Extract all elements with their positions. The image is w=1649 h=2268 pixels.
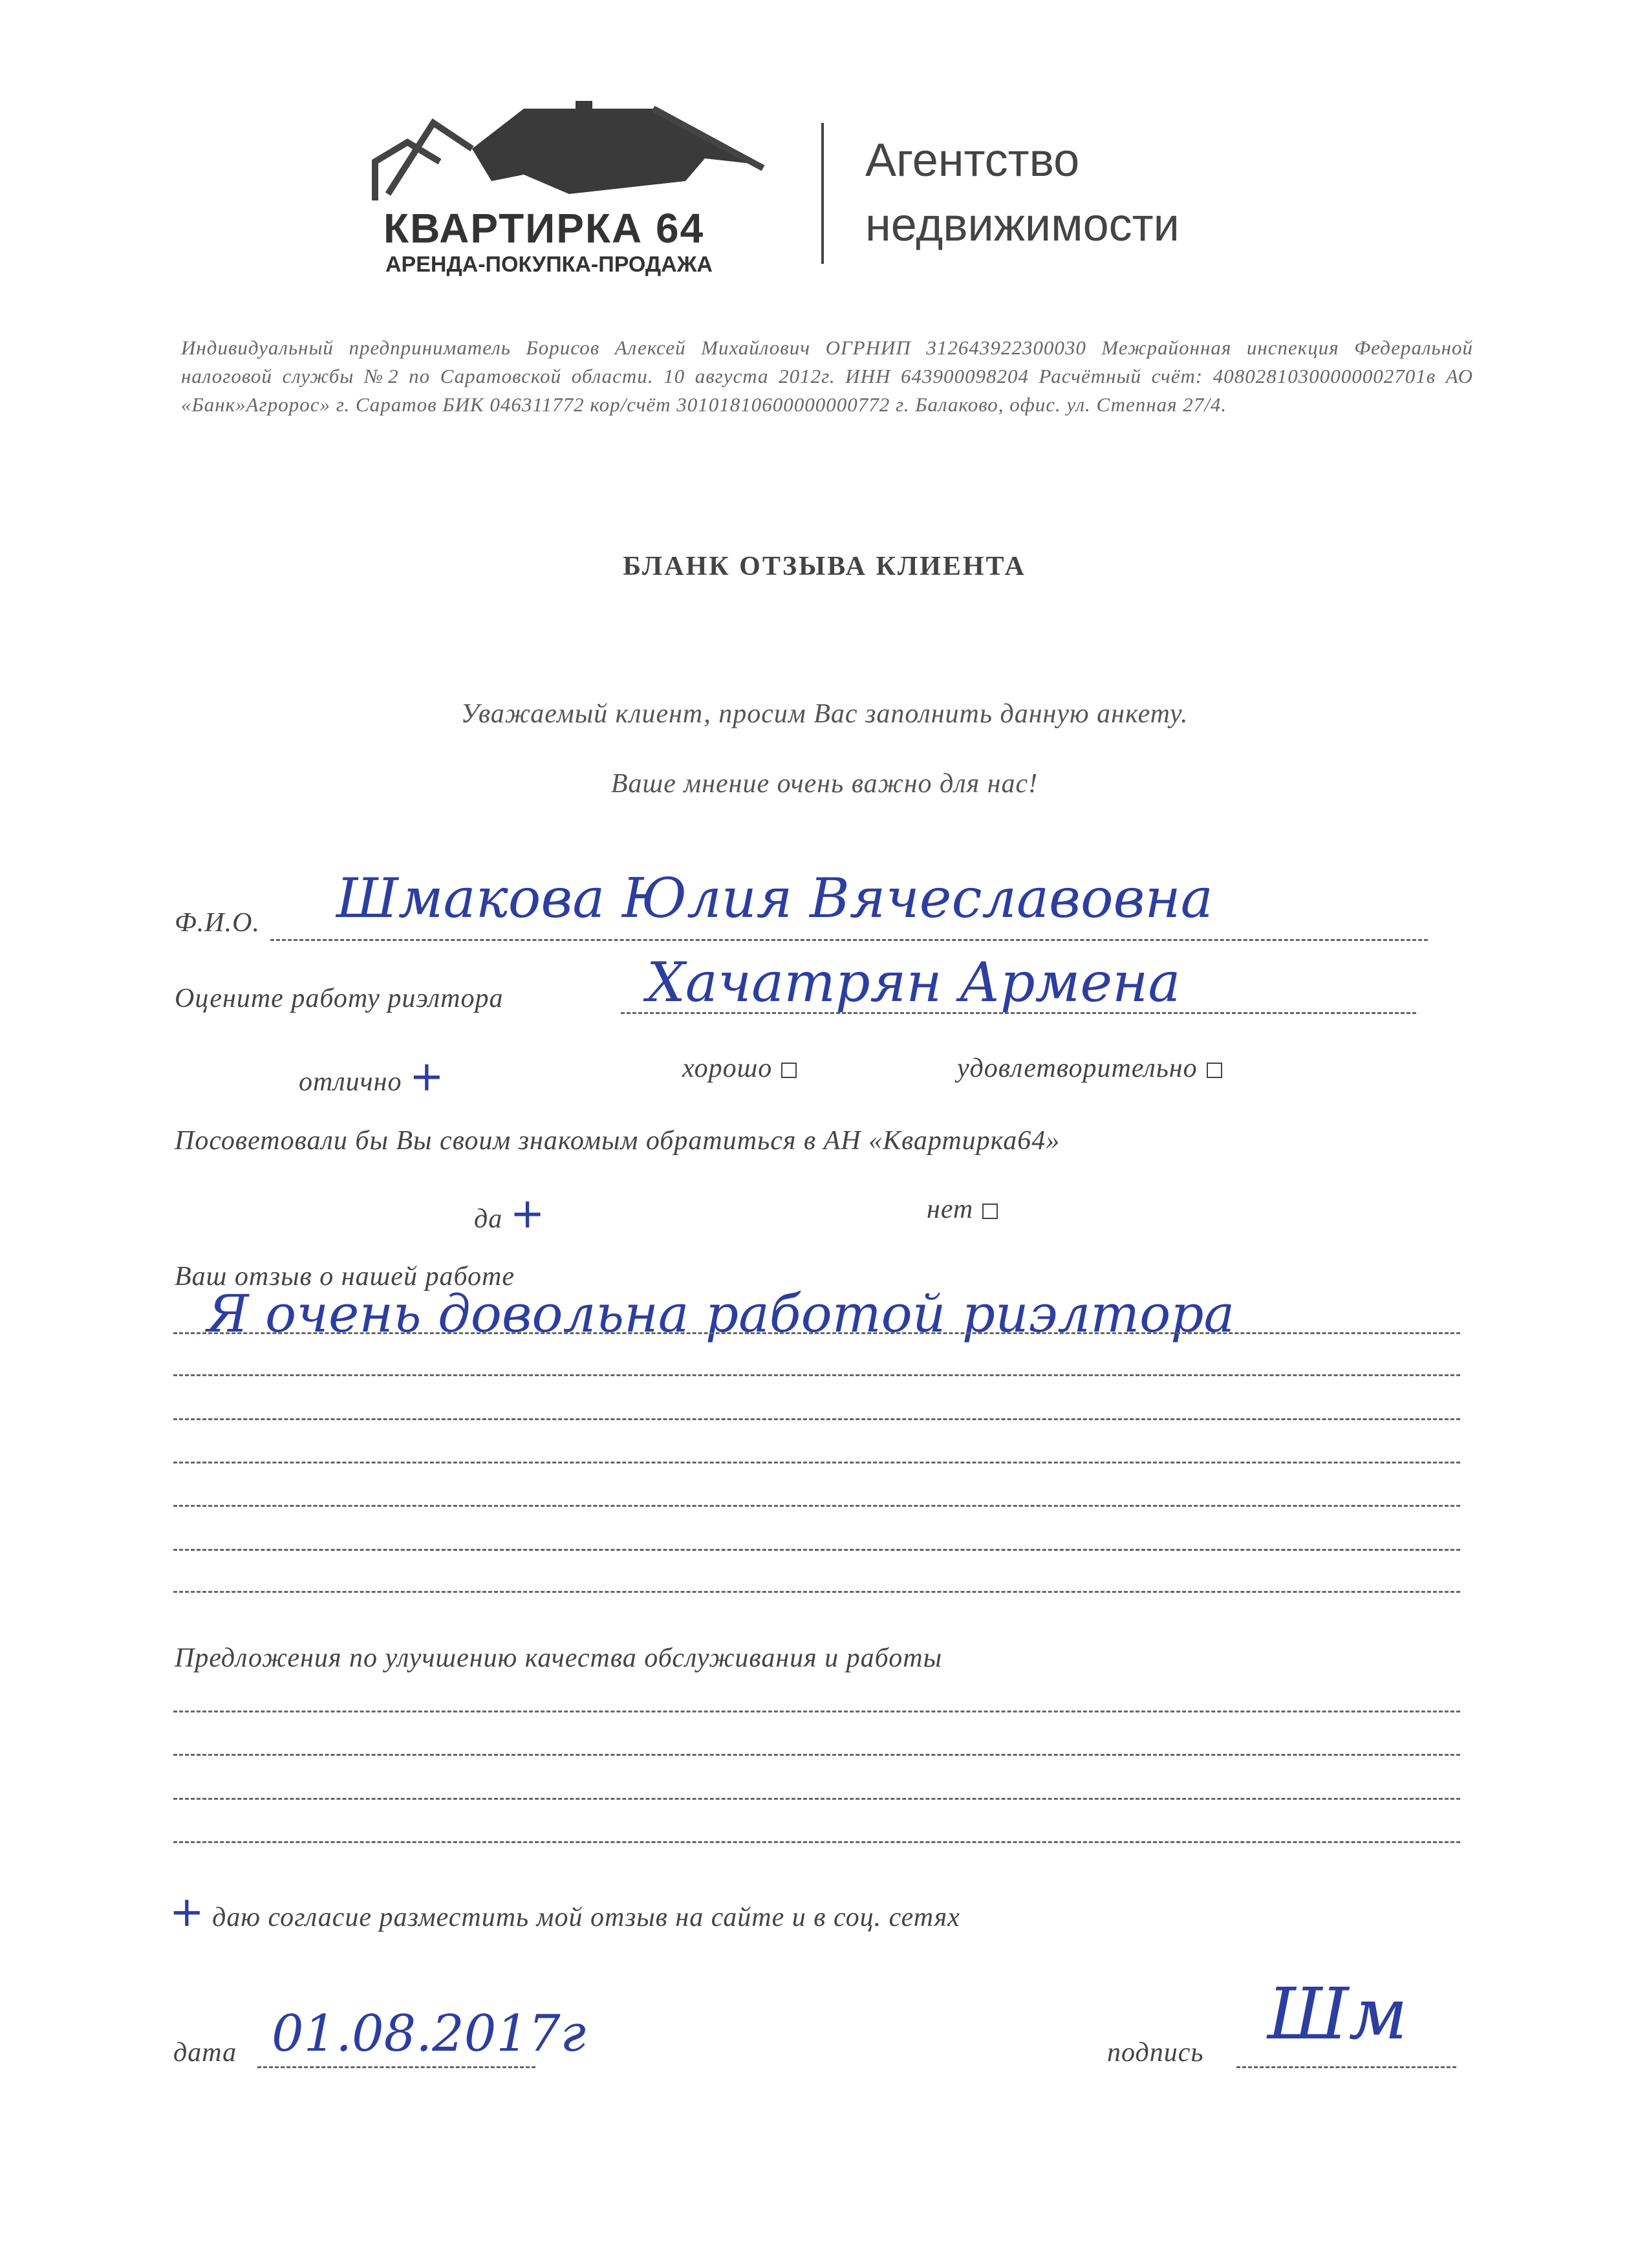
checkmark-plus-icon: + xyxy=(169,1888,205,1936)
signature-line[interactable] xyxy=(1236,2066,1456,2068)
company-requisites: Индивидуальный предприниматель Борисов Алексей Михайлович ОГРНИП 312643922300030 Межрайонная инспекция Федеральной налоговой службы №2 по Саратовской области. 10 августа 2012г. ИНН 643900098204 Расчётный счёт: 40802810300000002701в АО «Банк»Агророс» г. Саратов БИК 046311772 кор/счёт 30101810600000000772 г. Балаково, офис. ул. Степная 27/4. xyxy=(181,336,1473,416)
suggestions-line[interactable] xyxy=(173,1711,1460,1712)
fio-handwritten: Шмакова Юлия Вячеславовна xyxy=(336,867,1213,930)
consent-checkbox[interactable] xyxy=(169,1888,960,1936)
checkbox-icon[interactable] xyxy=(781,1063,797,1078)
feedback-line[interactable] xyxy=(173,1332,1460,1334)
rate-label: Оцените работу риэлтора xyxy=(175,984,504,1013)
option-good[interactable] xyxy=(682,1053,797,1084)
consent-text: даю согласие разместить мой отзыв на сайте и в соц. сетях xyxy=(212,1903,960,1932)
option-excellent[interactable] xyxy=(299,1053,445,1101)
option-satisfactory[interactable] xyxy=(957,1053,1222,1084)
header-divider xyxy=(821,123,824,264)
agency-line-2: недвижимости xyxy=(865,199,1180,251)
logo-subtitle: АРЕНДА-ПОКУПКА-ПРОДАЖА xyxy=(385,252,713,277)
house-roof-logo-icon xyxy=(362,97,776,207)
recommend-question: Посоветовали бы Вы своим знакомым обратиться в АН «Квартирка64» xyxy=(175,1126,1061,1156)
option-no[interactable] xyxy=(927,1194,998,1225)
option-yes[interactable] xyxy=(474,1190,545,1238)
agency-line-1: Агентство xyxy=(865,135,1080,186)
suggestions-line[interactable] xyxy=(173,1754,1460,1756)
option-no-label: нет xyxy=(927,1194,974,1224)
option-satisfactory-label: удовлетворительно xyxy=(957,1053,1198,1083)
date-line[interactable] xyxy=(257,2066,535,2068)
feedback-handwritten: Я очень довольна работой риэлтора xyxy=(207,1284,1235,1344)
checkbox-icon[interactable] xyxy=(982,1204,998,1219)
suggestions-line[interactable] xyxy=(173,1841,1460,1843)
logo-title: КВАРТИРКА 64 xyxy=(383,205,705,252)
feedback-label: Ваш отзыв о нашей работе xyxy=(175,1262,515,1291)
feedback-line[interactable] xyxy=(173,1549,1460,1551)
signature-handwritten: Шм xyxy=(1267,1972,1408,2055)
form-title: БЛАНК ОТЗЫВА КЛИЕНТА xyxy=(623,552,1026,581)
feedback-line[interactable] xyxy=(173,1505,1460,1507)
fio-label: Ф.И.О. xyxy=(175,908,260,938)
intro-text: Уважаемый клиент, просим Вас заполнить данную анкету. xyxy=(460,699,1189,729)
feedback-line[interactable] xyxy=(173,1591,1460,1593)
checkmark-plus-icon: + xyxy=(409,1053,445,1101)
feedback-line[interactable] xyxy=(173,1374,1460,1376)
feedback-line[interactable] xyxy=(173,1418,1460,1420)
feedback-line[interactable] xyxy=(173,1462,1460,1463)
fio-line[interactable] xyxy=(270,939,1428,941)
realtor-handwritten: Хачатрян Армена xyxy=(647,951,1181,1014)
checkmark-plus-icon: + xyxy=(510,1190,546,1238)
option-good-label: хорошо xyxy=(682,1053,773,1083)
suggestions-line[interactable] xyxy=(173,1798,1460,1800)
option-yes-label: да xyxy=(474,1204,503,1234)
intro-emphasis: Ваше мнение очень важно для нас! xyxy=(610,769,1039,799)
signature-label: подпись xyxy=(1107,2038,1204,2068)
suggestions-label: Предложения по улучшению качества обслуживания и работы xyxy=(175,1643,943,1673)
date-handwritten: 01.08.2017г xyxy=(272,2005,587,2063)
option-excellent-label: отлично xyxy=(299,1067,402,1097)
agency-name xyxy=(865,128,1180,257)
date-label: дата xyxy=(173,2038,237,2068)
checkbox-icon[interactable] xyxy=(1207,1063,1222,1078)
